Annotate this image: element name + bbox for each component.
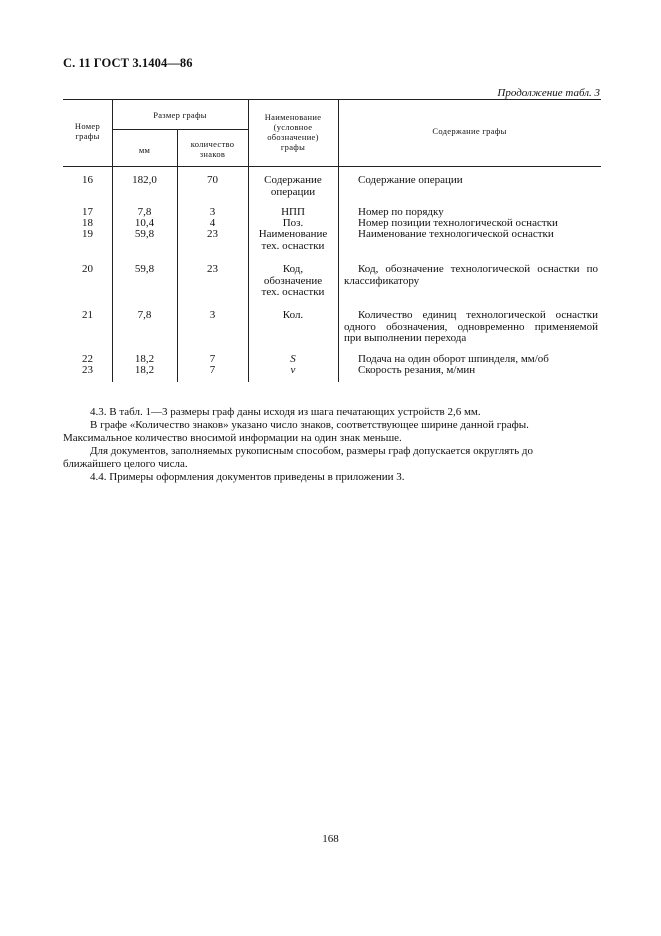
spec-table: [63, 99, 601, 382]
row-17-chars: 3: [209, 206, 216, 218]
paragraph-line: 4.3. В табл. 1—3 размеры граф даны исходя из шага печатающих устройств 2,6 мм.: [90, 406, 481, 418]
page-number: 168: [322, 833, 339, 845]
row-18-content: Номер позиции технологической оснастки: [358, 217, 558, 229]
header-chars-line: знаков: [199, 149, 226, 159]
paragraph-line: Максимальное количество вносимой информации на один знак меньше.: [63, 432, 402, 444]
header-number: [63, 121, 112, 141]
table-continuation-label: Продолжение табл. 3: [497, 87, 600, 99]
row-20-content-line: классификатору: [344, 274, 420, 287]
header-name: [248, 112, 338, 152]
row-22-content: Подача на один оборот шпинделя, мм/об: [358, 353, 549, 365]
size-group-rule: [112, 129, 248, 130]
row-18-mm: 10,4: [134, 217, 155, 229]
row-21-number: 21: [82, 309, 93, 321]
row-20-content-line: Код, обозначение технологической оснастки по: [358, 263, 598, 275]
header-content: Содержание графы: [432, 126, 507, 136]
row-18-number: 18: [82, 217, 93, 229]
row-21-name: Кол.: [282, 309, 304, 321]
row-16-chars: 70: [207, 174, 218, 186]
paragraph-line: ближайшего целого числа.: [63, 458, 188, 470]
row-23-number: 23: [82, 364, 93, 376]
row-18-name: Поз.: [282, 217, 304, 229]
row-19-number: 19: [82, 228, 93, 240]
row-18-chars: 4: [209, 217, 216, 229]
row-20-mm: 59,8: [134, 263, 155, 275]
paragraph-line: 4.4. Примеры оформления документов приведены в приложении 3.: [90, 471, 405, 483]
header-name-line: графы: [280, 142, 306, 152]
row-22-chars: 7: [209, 353, 216, 365]
row-17-name: НПП: [281, 206, 305, 218]
row-17-mm: 7,8: [137, 206, 152, 218]
paragraph-4-4: [63, 471, 600, 484]
row-19-name-line: Наименование: [258, 228, 328, 240]
row-16-name-line: операции: [270, 185, 316, 198]
row-21-content-line: Количество единиц технологической оснастки: [358, 309, 598, 321]
row-20-content: [344, 264, 598, 287]
header-mm: мм: [138, 145, 151, 155]
row-23-content: Скорость резания, м/мин: [358, 364, 476, 376]
paragraph-line: В графе «Количество знаков» указано число знаков, соответствующее ширине данной графы.: [90, 419, 529, 431]
row-19-chars: 23: [207, 228, 218, 240]
row-22-mm: 18,2: [134, 353, 155, 365]
row-21-content-line: при выполнении перехода: [344, 332, 467, 344]
header-name-line: Наименование: [264, 112, 322, 122]
col-divider-1: [112, 99, 113, 382]
row-23-name: v: [290, 364, 296, 376]
row-23-chars: 7: [209, 364, 216, 376]
row-17-content: Номер по порядку: [358, 206, 444, 218]
row-16-number: 16: [82, 174, 93, 186]
col-divider-4: [338, 99, 339, 382]
header-number-line: графы: [75, 131, 100, 141]
document-header: С. 11 ГОСТ 3.1404—86: [63, 56, 193, 70]
row-16-name: [248, 175, 338, 198]
paragraph-chars-note: [63, 419, 600, 445]
col-divider-2: [177, 129, 178, 382]
row-20-name: [248, 264, 338, 299]
row-20-name-line: тех. оснастки: [261, 286, 325, 298]
row-21-content-line: одного обозначения, одновременно применяемой: [344, 320, 598, 333]
row-20-number: 20: [82, 263, 93, 275]
row-16-mm: 182,0: [132, 174, 157, 186]
row-20-name-line: Код,: [282, 263, 304, 275]
row-22-number: 22: [82, 353, 93, 365]
row-19-name: [248, 229, 338, 252]
row-17-number: 17: [82, 206, 93, 218]
row-21-chars: 3: [209, 309, 216, 321]
header-chars: [177, 139, 248, 159]
header-number-line: Номер: [74, 121, 101, 131]
header-name-line: обозначение): [267, 132, 319, 142]
header-size-group: Размер графы: [153, 110, 207, 120]
paragraph-line: Для документов, заполняемых рукописным способом, размеры граф допускается округлять до: [90, 445, 533, 457]
row-19-name-line: тех. оснастки: [261, 239, 325, 252]
row-21-content: [344, 310, 598, 345]
row-20-chars: 23: [207, 263, 218, 275]
row-22-name: S: [290, 353, 296, 365]
table-top-rule: [63, 99, 601, 100]
header-name-line: (условное: [273, 122, 313, 132]
paragraph-4-3: [63, 406, 600, 419]
row-21-mm: 7,8: [137, 309, 152, 321]
row-16-name-line: Содержание: [264, 174, 322, 186]
row-23-mm: 18,2: [134, 364, 155, 376]
header-chars-line: количество: [190, 139, 235, 149]
row-16-content: Содержание операции: [358, 174, 463, 186]
row-19-content: Наименование технологической оснастки: [358, 228, 554, 240]
row-20-name-line: обозначение: [263, 274, 323, 287]
row-19-mm: 59,8: [134, 228, 155, 240]
paragraph-handwritten-note: [63, 445, 600, 471]
header-bottom-rule: [63, 166, 601, 167]
